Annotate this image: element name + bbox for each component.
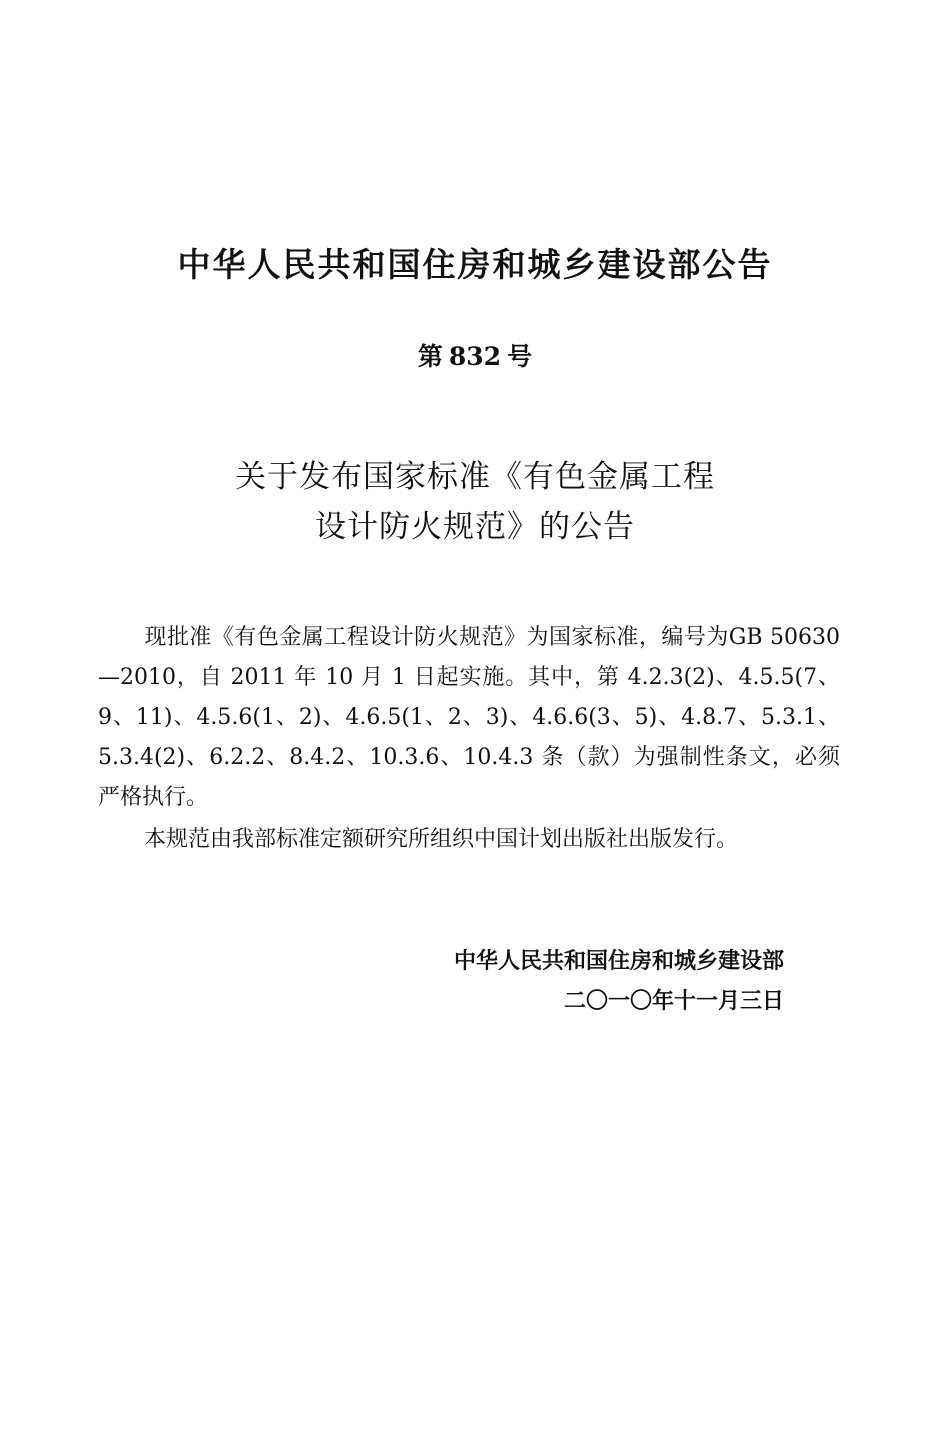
signature-date: 二〇一〇年十一月三日 — [563, 989, 784, 1014]
announcement-number — [0, 340, 950, 374]
announcement-subject-line-1: 关于发布国家标准《有色金属工程 — [235, 459, 715, 495]
announcement-number-value: 832 — [448, 342, 502, 371]
announcement-subject-line-2: 设计防火规范》的公告 — [315, 509, 635, 545]
announcement-number-suffix: 号 — [507, 342, 533, 371]
announcement-number-prefix: 第 — [417, 342, 443, 371]
body-paragraph-approval-text: 现批准《有色金属工程设计防火规范》为国家标准，编号为GB 50630—2010，自 2011 年 10 月 1 日起实施。其中，第 4.2.3(2)、4.5.5(7、9、11)、4.5.6(1、2)、4.6.5(1、2、3)、4.6.6(3、5)、4.8.7、5.3.1、5.3.4(2)、6.2.2、8.4.2、10.3.6、10.4.3 条（款）为强制性条文，必须严格执行。 — [98, 625, 840, 810]
announcement-issuer-title: 中华人民共和国住房和城乡建设部公告 — [177, 245, 773, 284]
body-paragraph-publication-text: 本规范由我部标准定额研究所组织中国计划出版社出版发行。 — [144, 827, 739, 852]
body-paragraph-approval — [98, 618, 840, 818]
body-paragraph-publication — [98, 820, 840, 860]
signature-organization: 中华人民共和国住房和城乡建设部 — [453, 949, 784, 974]
